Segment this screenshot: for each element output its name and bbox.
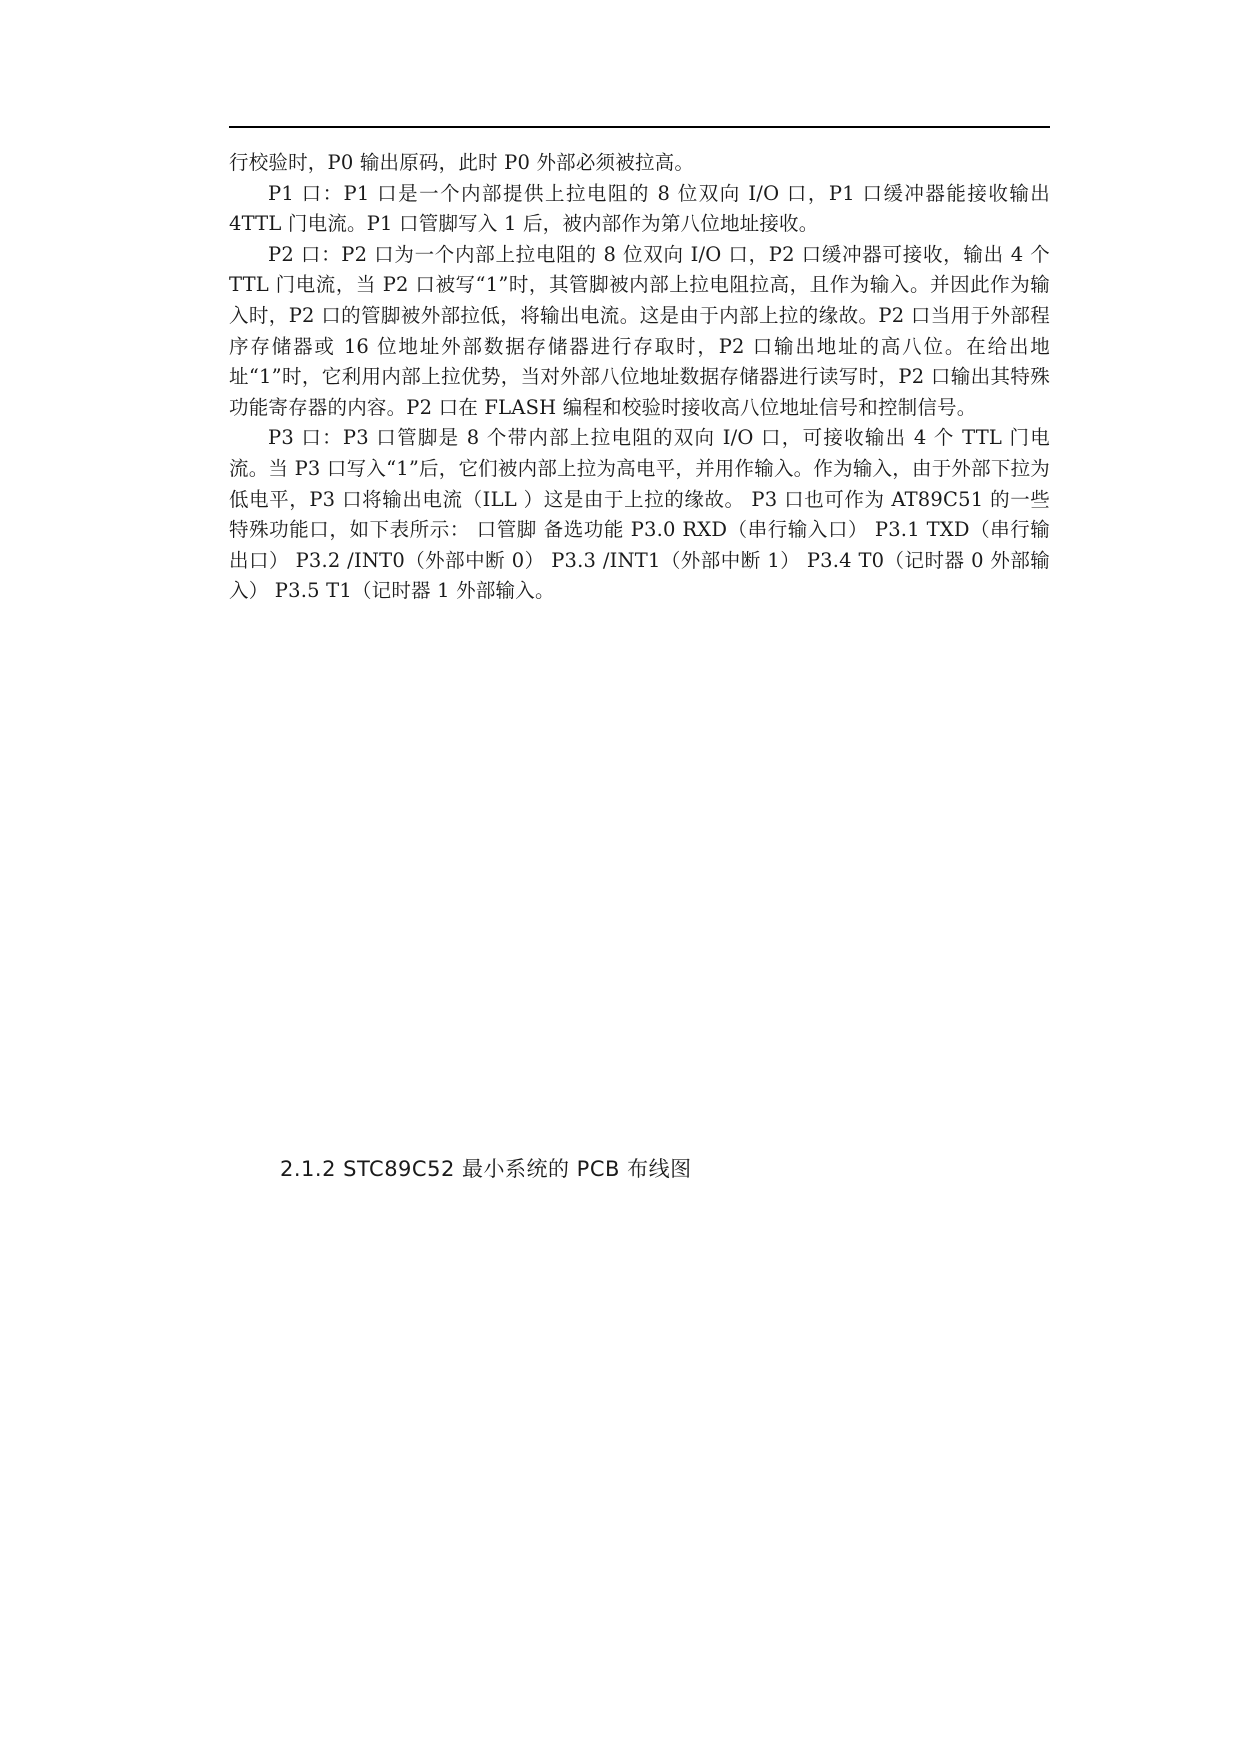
header-rule [229, 126, 1050, 128]
paragraph-p3-port: P3 口：P3 口管脚是 8 个带内部上拉电阻的双向 I/O 口，可接收输出 4 个 TTL 门电流。当 P3 口写入“1”后，它们被内部上拉为高电平，并用作输入。作为输入，由于外部下拉为低电平，P3 口将输出电流（ILL ）这是由于上拉的缘故。 P3 口也可作为 AT89C51 的一些特殊功能口，如下表所示： 口管脚 备选功能 P3.0 RXD（串行输入口） P3.1 TXD（串行输出口） P3.2 /INT0（外部中断 0） P3.3 /INT1（外部中断 1） P3.4 T0（记时器 0 外部输入） P3.5 T1（记时器 1 外部输入。 [229, 426, 1050, 603]
body-text [229, 148, 1050, 607]
section-heading: 2.1.2 STC89C52 最小系统的 PCB 布线图 [280, 1157, 692, 1181]
paragraph-p2-port: P2 口：P2 口为一个内部上拉电阻的 8 位双向 I/O 口，P2 口缓冲器可接收，输出 4 个 TTL 门电流，当 P2 口被写“1”时，其管脚被内部上拉电阻拉高，且作为输入。并因此作为输入时，P2 口的管脚被外部拉低，将输出电流。这是由于内部上拉的缘故。P2 口当用于外部程序存储器或 16 位地址外部数据存储器进行存取时，P2 口输出地址的高八位。在给出地址“1”时，它利用内部上拉优势，当对外部八位地址数据存储器进行读写时，P2 口输出其特殊功能寄存器的内容。P2 口在 FLASH 编程和校验时接收高八位地址信号和控制信号。 [229, 242, 1050, 419]
paragraph-p1-port: P1 口：P1 口是一个内部提供上拉电阻的 8 位双向 I/O 口，P1 口缓冲器能接收输出 4TTL 门电流。P1 口管脚写入 1 后，被内部作为第八位地址接收。 [229, 181, 1050, 236]
paragraph-p0-continuation: 行校验时，P0 输出原码，此时 P0 外部必须被拉高。 [229, 151, 695, 174]
